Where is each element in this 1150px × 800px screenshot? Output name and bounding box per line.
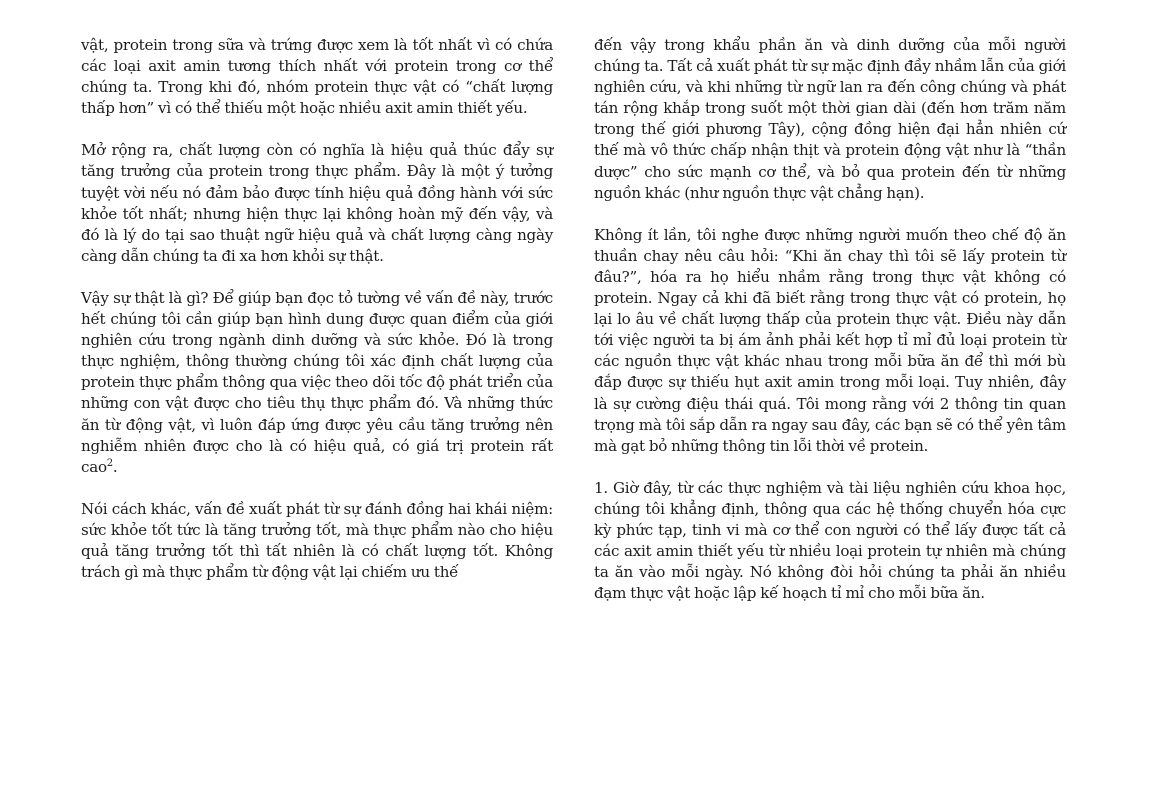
paragraph: Mở rộng ra, chất lượng còn có nghĩa là hiệu quả thúc đẩy sự tăng trưởng của protein trong thực phẩm. Đây là một ý tưởng tuyệt vời nếu nó đảm bảo được tính hiệu quả đồng hành với sức khỏe tốt nhất; nhưng hiện thực lại không hoàn mỹ đến vậy, và đó là lý do tại sao thuật ngữ hiệu quả và chất lượng càng ngày càng dẫn chúng ta đi xa hơn khỏi sự thật. bbox=[81, 141, 553, 265]
right-column bbox=[594, 35, 1066, 625]
paragraph bbox=[81, 288, 553, 478]
paragraph: vật, protein trong sữa và trứng được xem là tốt nhất vì có chứa các loại axit amin tương thích nhất với protein trong cơ thể chúng ta. Trong khi đó, nhóm protein thực vật có “chất lượng thấp hơn” vì có thể thiếu một hoặc nhiều axit amin thiết yếu. bbox=[81, 36, 553, 118]
paragraph: Không ít lần, tôi nghe được những người muốn theo chế độ ăn thuần chay nêu câu hỏi: “Khi ăn chay thì tôi sẽ lấy protein từ đâu?”, hóa ra họ hiểu nhầm rằng trong thực vật không có protein. Ngay cả khi đã biết rằng trong thực vật có protein, họ lại lo âu về chất lượng thấp của protein thực vật. Điều này dẫn tới việc người ta bị ám ảnh phải kết hợp tỉ mỉ đủ loại protein từ các nguồn thực vật khác nhau trong mỗi bữa ăn để thì mới bù đắp được sự thiếu hụt axit amin trong mỗi loại. Tuy nhiên, đây là sự cường điệu thái quá. Tôi mong rằng với 2 thông tin quan trọng mà tôi sắp dẫn ra ngay sau đây, các bạn sẽ có thể yên tâm mà gạt bỏ những thông tin lỗi thời về protein. bbox=[594, 225, 1066, 455]
footnote-reference: 2 bbox=[106, 457, 113, 469]
paragraph-end: . bbox=[112, 457, 118, 476]
paragraph: Nói cách khác, vấn đề xuất phát từ sự đánh đồng hai khái niệm: sức khỏe tốt tức là tăng trưởng tốt, mà thực phẩm nào cho hiệu quả tăng trưởng tốt thì tất nhiên là có chất lượng tốt. Không trách gì mà thực phẩm từ động vật lại chiếm ưu thế bbox=[81, 499, 553, 582]
paragraph: đến vậy trong khẩu phần ăn và dinh dưỡng của mỗi người chúng ta. Tất cả xuất phát từ sự mặc định đầy nhầm lẫn của giới nghiên cứu, và khi những từ ngữ lan ra đến công chúng và phát tán rộng khắp trong suốt một thời gian dài (đến hơn trăm năm trong thế giới phương Tây), cộng đồng hiện đại hẳn nhiên cứ thế mà vô thức chấp nhận thịt và protein động vật như là “thần dược” cho sức mạnh cơ thể, và bỏ qua protein đến từ những nguồn khác (như nguồn thực vật chẳng hạn). bbox=[594, 36, 1066, 202]
paragraph-text: Vậy sự thật là gì? Để giúp bạn đọc tỏ tường về vấn đề này, trước hết chúng tôi cần giúp bạn hình dung được quan điểm của giới nghiên cứu trong ngành dinh dưỡng và sức khỏe. Đó là trong thực nghiệm, thông thường chúng tôi xác định chất lượng của protein thực phẩm thông qua việc theo dõi tốc độ phát triển của những con vật được cho tiêu thụ thực phẩm đó. Và những thức ăn từ động vật, vì luôn đáp ứng được yêu cầu tăng trưởng nên nghiễm nhiên được cho là có hiệu quả, có giá trị protein rất cao bbox=[81, 288, 553, 476]
left-column bbox=[81, 35, 553, 604]
numbered-paragraph: 1. Giờ đây, từ các thực nghiệm và tài liệu nghiên cứu khoa học, chúng tôi khẳng định, thông qua các hệ thống chuyển hóa cực kỳ phức tạp, tinh vi mà cơ thể con người có thể lấy được tất cả các axit amin thiết yếu từ nhiều loại protein tự nhiên mà chúng ta ăn vào mỗi ngày. Nó không đòi hỏi chúng ta phải ăn nhiều đạm thực vật hoặc lập kế hoạch tỉ mỉ cho mỗi bữa ăn. bbox=[594, 478, 1066, 603]
